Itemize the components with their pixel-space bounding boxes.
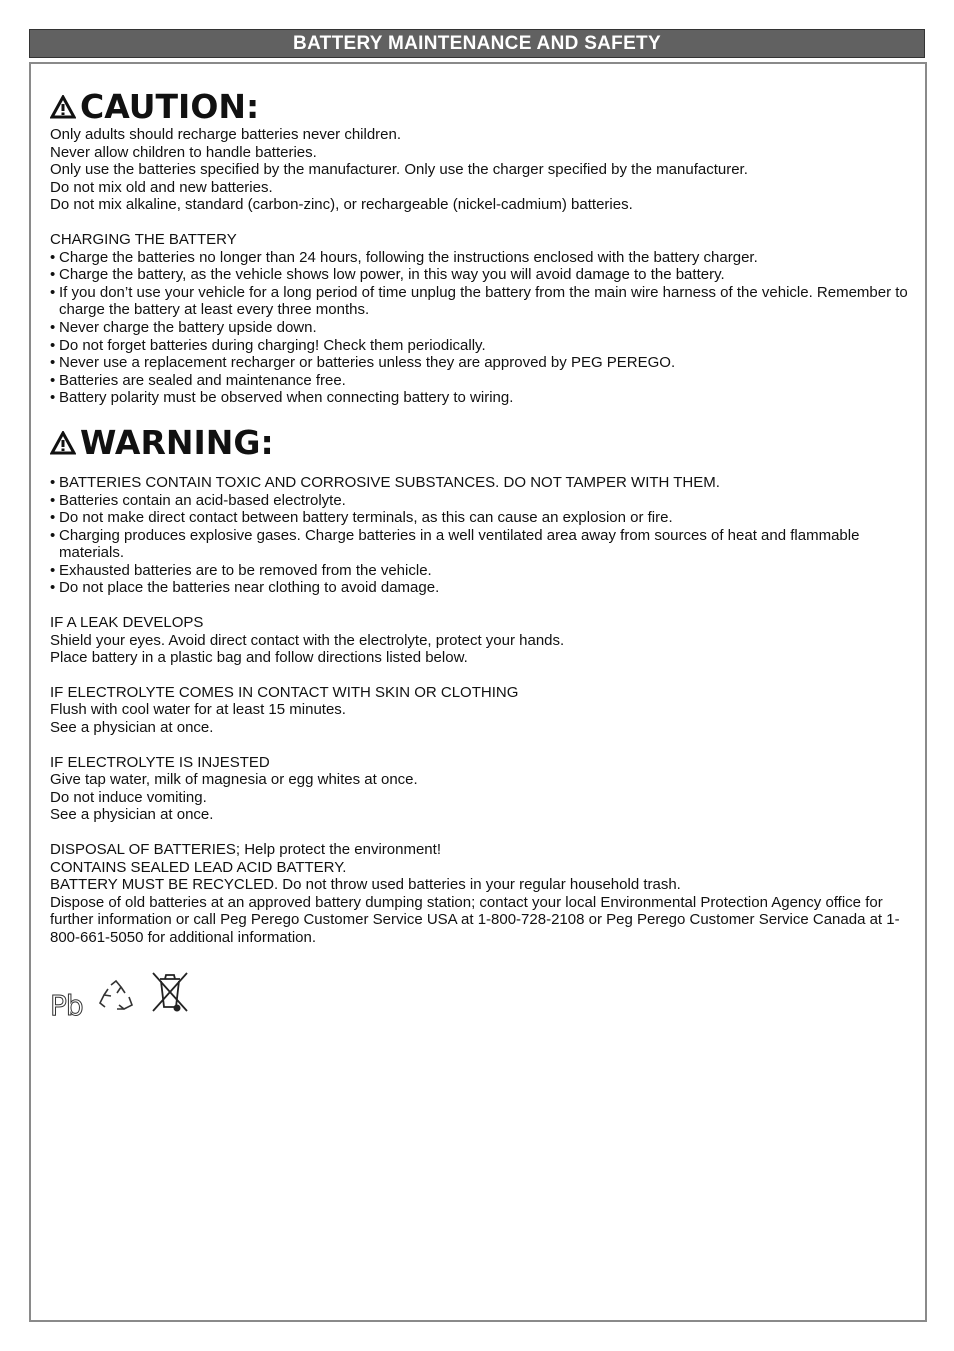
page-header [29,29,925,58]
text-line: Do not mix alkaline, standard (carbon-zinc), or rechargeable (nickel-cadmium) batteries. [50,196,633,214]
warning-triangle-icon [50,95,76,119]
text-line: Place battery in a plastic bag and follow directions listed below. [50,649,468,667]
page-header-title: BATTERY MAINTENANCE AND SAFETY [293,32,661,54]
list-item: • Never use a replacement recharger or batteries unless they are approved by PEG PEREGO. [50,354,910,372]
list-item: • Do not place the batteries near clothing to avoid damage. [50,579,910,597]
warning-list [50,474,910,597]
text-paragraph: Dispose of old batteries at an approved battery dumping station; contact your local Environmental Protection Agency office for further information or call Peg Perego Customer Service USA at 1-800-728-2108 or Peg Perego Customer Service Canada at 1-800-661-5050 for additional information. [50,893,900,946]
list-item: • BATTERIES CONTAIN TOXIC AND CORROSIVE SUBSTANCES. DO NOT TAMPER WITH THEM. [50,474,910,492]
list-item: • Charging produces explosive gases. Charge batteries in a well ventilated area away from sources of heat and flammable materials. [50,527,910,562]
list-item: • Do not forget batteries during charging! Check them periodically. [50,337,910,355]
charging-title: CHARGING THE BATTERY [50,230,237,248]
crossed-bin-icon [149,969,191,1015]
leak-title: IF A LEAK DEVELOPS [50,614,204,632]
list-item: • Battery polarity must be observed when connecting battery to wiring. [50,389,910,407]
text-line: Shield your eyes. Avoid direct contact with the electrolyte, protect your hands. [50,631,565,649]
text-line: Only use the batteries specified by the manufacturer. Only use the charger specified by the manufacturer. [50,161,748,179]
skin-title: IF ELECTROLYTE COMES IN CONTACT WITH SKIN OR CLOTHING [50,683,519,701]
text-line: Flush with cool water for at least 15 minutes. [50,701,346,719]
list-item: • Do not make direct contact between battery terminals, as this can cause an explosion or fire. [50,509,910,527]
document-body [50,87,910,1022]
text-line: BATTERY MUST BE RECYCLED. Do not throw used batteries in your regular household trash. [50,876,681,894]
text-line: Give tap water, milk of magnesia or egg whites at once. [50,771,418,789]
list-item: • Charge the battery, as the vehicle shows low power, in this way you will avoid damage to the battery. [50,266,910,284]
caution-heading: CAUTION: [50,88,910,126]
disposal-symbols [50,969,910,1022]
list-item: • Never charge the battery upside down. [50,319,910,337]
list-item: • Batteries contain an acid-based electrolyte. [50,492,910,510]
list-item: • Exhausted batteries are to be removed from the vehicle. [50,562,910,580]
text-line: CONTAINS SEALED LEAD ACID BATTERY. [50,858,347,876]
disposal-title: DISPOSAL OF BATTERIES; Help protect the environment! [50,841,441,858]
text-line: See a physician at once. [50,719,214,737]
text-line: See a physician at once. [50,806,214,824]
warning-heading: WARNING: [50,424,910,462]
list-item: • Charge the batteries no longer than 24 hours, following the instructions enclosed with the battery charger. [50,249,910,267]
text-line: Only adults should recharge batteries never children. [50,126,402,143]
list-item: • Batteries are sealed and maintenance free. [50,372,910,390]
text-line: Do not mix old and new batteries. [50,178,273,196]
pb-lead-icon: Pb [50,988,83,1022]
warning-triangle-icon [50,431,76,455]
list-item: • If you don’t use your vehicle for a long period of time unplug the battery from the main wire harness of the vehicle. Remember to charge the battery at least every three months. [50,284,910,319]
charging-list [50,249,910,407]
injested-title: IF ELECTROLYTE IS INJESTED [50,753,270,771]
recycle-icon [97,979,135,1015]
text-line: Never allow children to handle batteries. [50,143,317,161]
caution-lines [50,126,910,214]
text-line: Do not induce vomiting. [50,788,207,806]
